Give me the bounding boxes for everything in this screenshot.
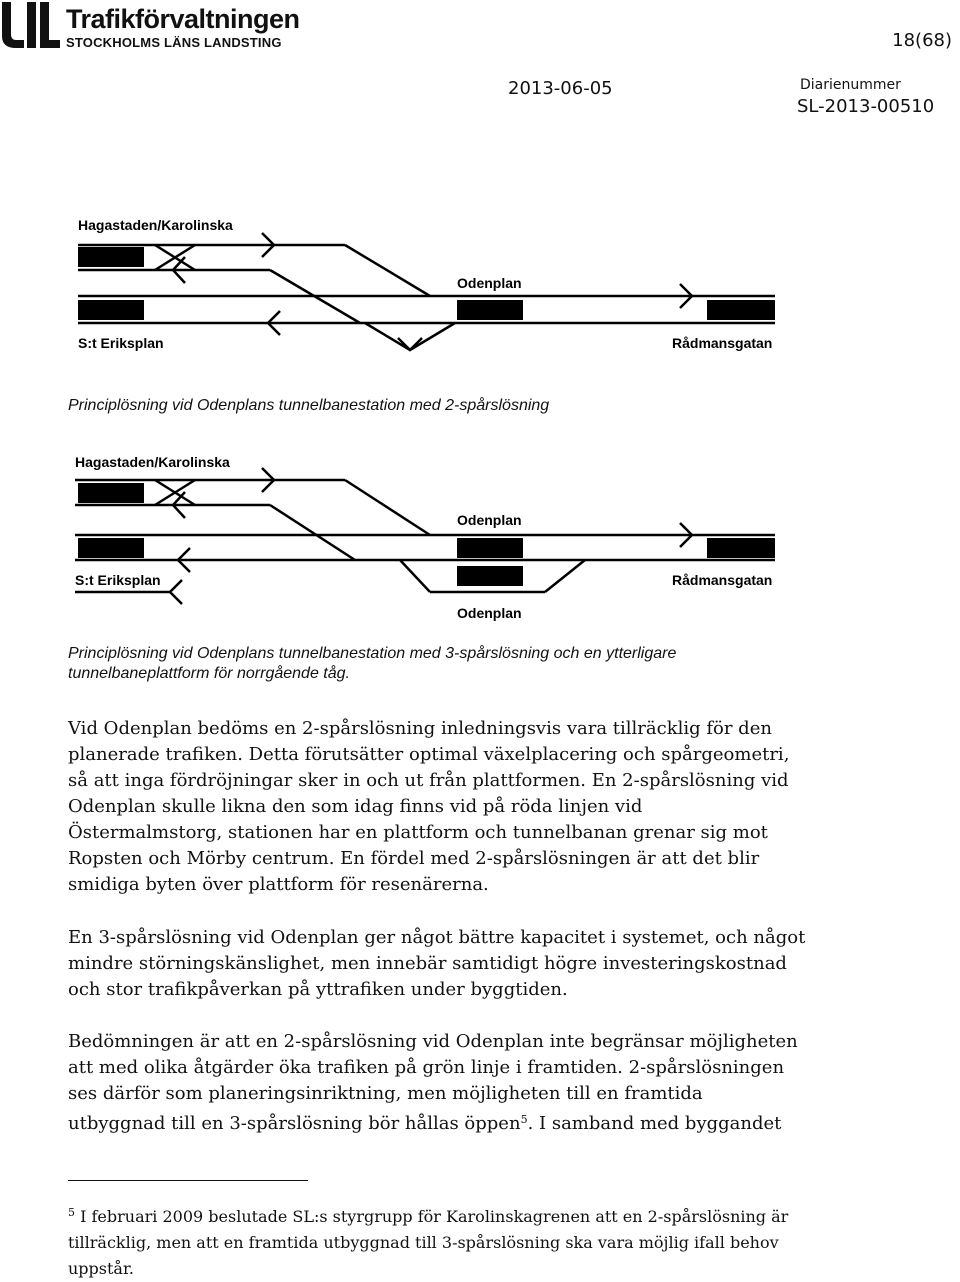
org-subtitle: STOCKHOLMS LÄNS LANDSTING bbox=[66, 35, 282, 50]
paragraph-line: smidiga byten över plattform för resenärerna. bbox=[68, 874, 489, 895]
footnote-line bbox=[68, 1200, 808, 1230]
paragraph-line bbox=[68, 1107, 808, 1137]
label-odenplan-top: Odenplan bbox=[457, 512, 522, 528]
diagram1-caption: Principlösning vid Odenplans tunnelbanestation med 2-spårslösning bbox=[68, 397, 550, 414]
diarienummer-value: SL-2013-00510 bbox=[797, 96, 935, 117]
paragraph-1 bbox=[68, 716, 808, 898]
paragraph-line: Vid Odenplan bedöms en 2-spårslösning inledningsvis vara tillräcklig för den bbox=[68, 718, 772, 739]
paragraph-line: mindre störningskänslighet, men innebär samtidigt högre investeringskostnad bbox=[68, 953, 787, 974]
track-diagram-2-track bbox=[0, 200, 960, 370]
paragraph-line: planerade trafiken. Detta förutsätter optimal växelplacering och spårgeometri, bbox=[68, 744, 790, 765]
paragraph-line: Östermalmstorg, stationen har en plattform och tunnelbanan grenar sig mot bbox=[68, 822, 768, 843]
label-radmansgatan: Rådmansgatan bbox=[672, 572, 773, 588]
track-diagram-3-track bbox=[0, 440, 960, 630]
label-st-eriksplan: S:t Eriksplan bbox=[75, 572, 161, 588]
label-st-eriksplan: S:t Eriksplan bbox=[78, 335, 164, 351]
logo-mark-icon bbox=[0, 0, 62, 52]
paragraph-2 bbox=[68, 925, 808, 1003]
footnote bbox=[68, 1200, 808, 1282]
diarienummer-label: Diarienummer bbox=[800, 77, 901, 93]
paragraph-text: . I samband med byggandet bbox=[527, 1113, 782, 1134]
paragraph-line: att med olika åtgärder öka trafiken på grön linje i framtiden. 2-spårslösningen bbox=[68, 1057, 785, 1078]
label-radmansgatan: Rådmansgatan bbox=[672, 335, 773, 351]
direction-arrows bbox=[173, 233, 692, 350]
diagram2-caption bbox=[68, 644, 676, 684]
label-odenplan-bottom: Odenplan bbox=[457, 605, 522, 621]
paragraph-3 bbox=[68, 1029, 808, 1137]
diagram2-caption-line1: Principlösning vid Odenplans tunnelbanestation med 3-spårslösning och en ytterligare bbox=[68, 645, 677, 662]
footnote-number: 5 bbox=[68, 1206, 75, 1219]
label-odenplan: Odenplan bbox=[457, 275, 522, 291]
page-number: 18(68) bbox=[892, 30, 952, 51]
footnote-line: tillräcklig, men att en framtida utbyggnad till 3-spårslösning ska vara möjlig ifall behov bbox=[68, 1233, 779, 1252]
paragraph-text: utbyggnad till en 3-spårslösning bör hållas öppen bbox=[68, 1113, 521, 1134]
footnote-reference[interactable]: 5 bbox=[520, 1113, 528, 1126]
footnote-line: uppstår. bbox=[68, 1259, 134, 1278]
paragraph-line: Ropsten och Mörby centrum. En fördel med 2-spårslösningen är att det blir bbox=[68, 848, 760, 869]
document-date: 2013-06-05 bbox=[508, 78, 613, 99]
paragraph-line: ses därför som planeringsinriktning, men möjligheten till en framtida bbox=[68, 1083, 703, 1104]
org-name: Trafikförvaltningen bbox=[66, 4, 300, 34]
paragraph-line: En 3-spårslösning vid Odenplan ger något bättre kapacitet i systemet, och något bbox=[68, 927, 806, 948]
footnote-text: I februari 2009 beslutade SL:s styrgrupp för Karolinskagrenen att en 2-spårslösning är bbox=[75, 1207, 789, 1226]
label-hagastaden: Hagastaden/Karolinska bbox=[78, 217, 233, 233]
label-hagastaden: Hagastaden/Karolinska bbox=[75, 454, 230, 470]
paragraph-line: så att inga fördröjningar sker in och ut från plattformen. En 2-spårslösning vid bbox=[68, 770, 789, 791]
logo bbox=[0, 0, 62, 52]
paragraph-line: och stor trafikpåverkan på yttrafiken under byggtiden. bbox=[68, 979, 568, 1000]
footnote-divider bbox=[68, 1180, 308, 1181]
paragraph-line: Odenplan skulle likna den som idag finns vid på röda linjen vid bbox=[68, 796, 643, 817]
diagram2-caption-line2: tunnelbaneplattform för norrgående tåg. bbox=[68, 665, 350, 682]
paragraph-line: Bedömningen är att en 2-spårslösning vid Odenplan inte begränsar möjligheten bbox=[68, 1031, 798, 1052]
